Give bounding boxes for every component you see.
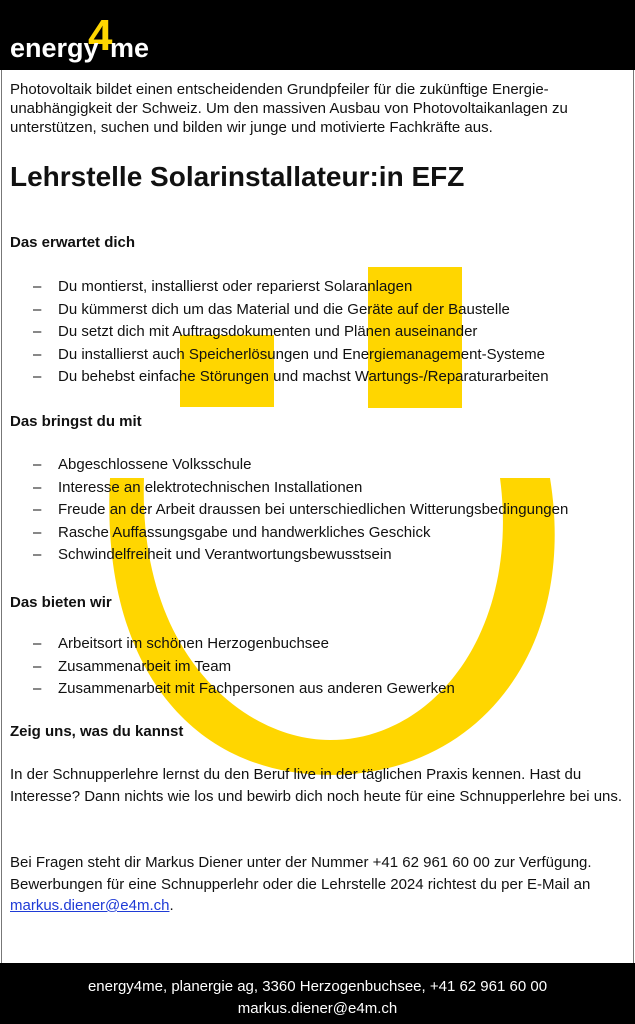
list-item: – Du setzt dich mit Auftragsdokumenten und Plänen auseinander xyxy=(0,321,635,344)
list-item: – Zusammenarbeit mit Fachpersonen aus anderen Gewerken xyxy=(0,678,635,701)
logo-word: energy xyxy=(10,33,99,63)
list-item: – Du kümmerst dich um das Material und die Geräte auf der Baustelle xyxy=(0,299,635,322)
list-dash: – xyxy=(33,278,42,295)
footer-email: markus.diener@e4m.ch xyxy=(237,1000,398,1017)
list-dash: – xyxy=(33,368,42,386)
section-heading-show: Zeig uns, was du kannst xyxy=(10,723,184,740)
list-dash: – xyxy=(33,501,42,519)
list-item: – Zusammenarbeit im Team xyxy=(0,656,635,679)
list-dash: – xyxy=(33,300,42,318)
list-item: – Schwindelfreiheit und Verantwortungsbewusstsein xyxy=(0,544,635,567)
list-dash: – xyxy=(33,635,42,652)
list-dash: – xyxy=(33,657,42,675)
list-dash: – xyxy=(33,456,42,473)
logo-suffix: me xyxy=(110,33,150,63)
contact-email-link[interactable]: markus.diener@e4m.ch xyxy=(10,897,170,914)
list-item: – Rasche Auffassungsgabe und handwerkliches Geschick xyxy=(0,522,635,545)
list-item: – Du montierst, installierst oder reparierst Solaranlagen xyxy=(0,276,635,299)
list-item: – Arbeitsort im schönen Herzogenbuchsee xyxy=(0,633,635,656)
list-dash: – xyxy=(33,323,42,341)
list-dash: – xyxy=(33,523,42,541)
list-item: – Du installierst auch Speicherlösungen und Energiemanagement-Systeme xyxy=(0,344,635,367)
logo-digit: 4 xyxy=(88,12,113,60)
list-dash: – xyxy=(33,345,42,363)
page-title: Lehrstelle Solarinstallateur:in EFZ xyxy=(10,161,465,192)
offer-list xyxy=(0,633,635,701)
footer-bar xyxy=(0,963,635,1024)
contact-paragraph: Bei Fragen steht dir Markus Diener unter der Nummer +41 62 961 60 00 zur Verfügung. Bewerbungen für eine Schnupperlehr oder die Lehrstelle 2024 richtest du per E-Mail an markus.diener@e4m.ch. xyxy=(10,854,592,914)
section-heading-bring: Das bringst du mit xyxy=(10,413,142,430)
list-item: – Du behebst einfache Störungen und machst Wartungs-/Reparaturarbeiten xyxy=(0,366,635,389)
list-item: – Freude an der Arbeit draussen bei unterschiedlichen Witterungsbedingungen xyxy=(0,499,635,522)
list-dash: – xyxy=(33,546,42,564)
section-heading-offer: Das bieten wir xyxy=(10,594,112,611)
list-item: – Abgeschlossene Volksschule xyxy=(0,454,635,477)
list-dash: – xyxy=(33,478,42,496)
footer-address: energy4me, planergie ag, 3360 Herzogenbuchsee, +41 62 961 60 00 xyxy=(87,978,548,995)
trial-paragraph: In der Schnupperlehre lernst du den Beruf live in der täglichen Praxis kennen. Hast du Interesse? Dann nichts wie los und bewirb dich noch heute für eine Schnupperlehre bei uns. xyxy=(10,766,623,805)
intro-paragraph: Photovoltaik bildet einen entscheidenden Grundpfeiler für die zukünftige Energie-unabhängigkeit der Schweiz. Um den massiven Ausbau von Photovoltaikanlagen zu unterstützen, suchen und bilden wir junge und motivierte Fachkräfte aus. xyxy=(10,81,568,136)
bring-list xyxy=(0,454,635,567)
list-dash: – xyxy=(33,680,42,698)
expect-list xyxy=(0,276,635,389)
section-heading-expect: Das erwartet dich xyxy=(10,234,136,251)
list-item: – Interesse an elektrotechnischen Installationen xyxy=(0,477,635,500)
